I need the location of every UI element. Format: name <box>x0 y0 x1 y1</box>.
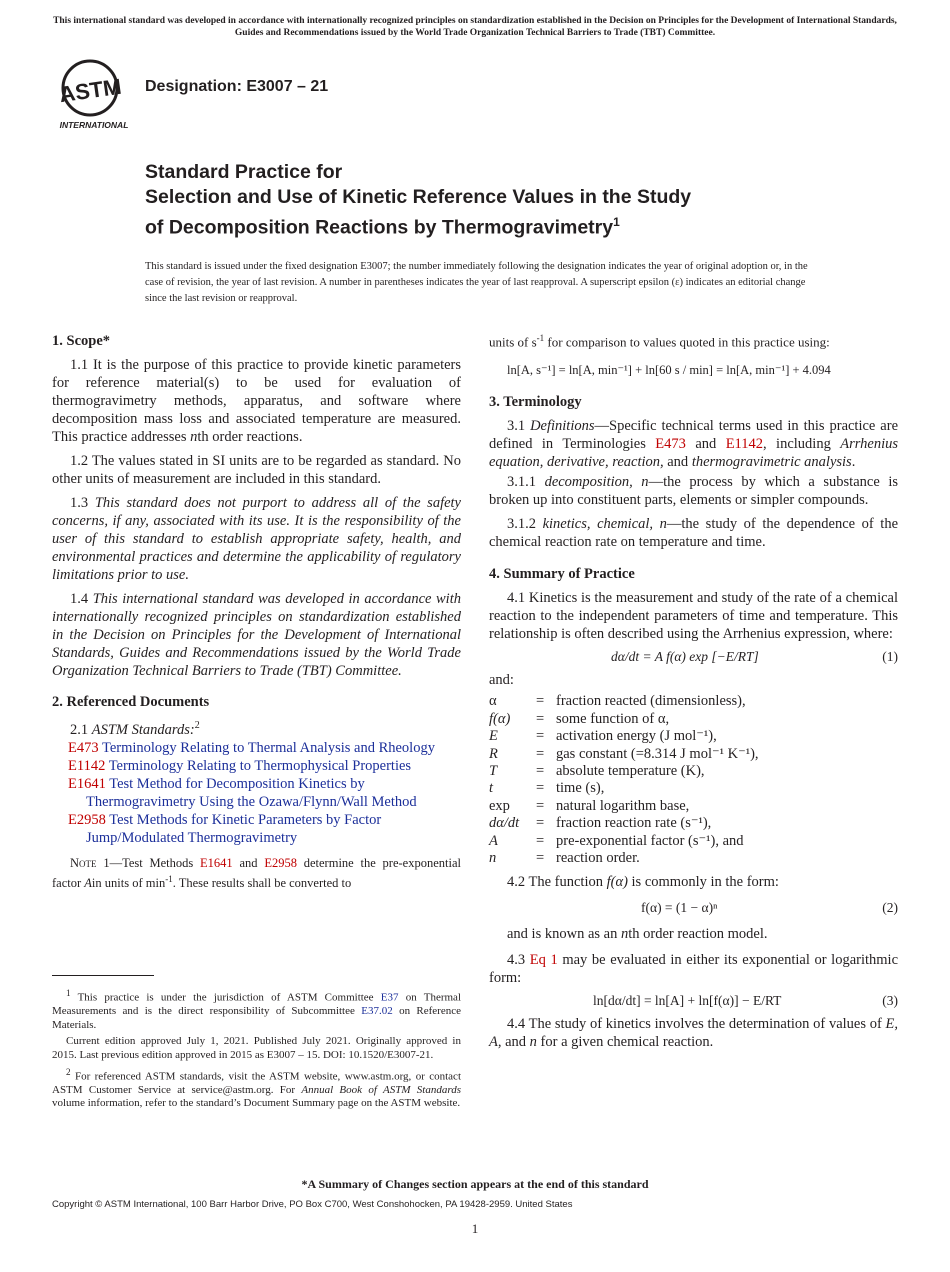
copyright: Copyright © ASTM International, 100 Barr Harbor Drive, PO Box C700, West Conshohocken, PA 19428-2959. United States <box>52 1199 573 1210</box>
page-number: 1 <box>471 1221 479 1236</box>
summary-of-changes-note: *A Summary of Changes section appears at the end of this standard <box>301 1177 649 1191</box>
designation: Designation: E3007 – 21 <box>145 78 329 95</box>
definition-row: T = absolute temperature (K), <box>489 762 705 779</box>
link-e1142[interactable]: E1142 <box>725 436 764 453</box>
paragraph-2-1: 2.1 ASTM Standards:$^2$ <box>70 720 200 738</box>
reference-e473[interactable]: E473 Terminology Relating to Thermal Analysis and Rheology <box>68 739 435 756</box>
footnote-edition: Current edition approved July 1, 2021. Published July 2021. Originally approved in 2015. Last previous edition approved in 2015 as E3007 – 15. DOI: 10.1520/E3007-21. <box>52 1035 461 1062</box>
section-heading-referenced-documents: 2. Referenced Documents <box>52 694 210 710</box>
definition-row: R = gas constant (=8.314 J mol⁻¹ K⁻¹), <box>489 745 759 762</box>
section-heading-scope: 1. Scope* <box>52 333 110 349</box>
footnote-rule <box>52 975 154 976</box>
intro-paragraph: This standard is issued under the fixed designation E3007; the number immediately following the designation indicates the year of original adoption or, in the case of revision, the year of last revision. A number in parentheses indicates the year of last reapproval. A superscript epsilon (ε) indicates an editorial change since the last revision or reapproval. <box>145 261 808 304</box>
equation-3: ln[dα/dt] = ln[A] + ln[f(α)] − E/RT (3) <box>593 993 898 1009</box>
link-e37[interactable]: E37 <box>380 991 399 1004</box>
link-e473[interactable]: E473 <box>655 436 686 453</box>
link-e37-02[interactable]: E37.02 <box>361 1005 393 1018</box>
paragraph-1-1: 1.1 It is the purpose of this practice to provide kinetic parameters for reference material(s) to be used for evaluation of thermogravimetry methods, apparatus, and software where decomposition mass loss and associated temperature are measured. This practice addresses nth order reactions. <box>52 357 461 445</box>
footnote-1: $^1$ This practice is under the jurisdiction of ASTM Committee E37 on Thermal Measurements and is the direct responsibility of Subcommittee E37.02 on Reference Materials. <box>52 988 461 1031</box>
paragraph-3-1-2: 3.1.2 kinetics, chemical, n—the study of the dependence of the chemical reaction rate on temperature and time. <box>489 516 899 551</box>
paragraph-4-2: 4.2 The function f(α) is commonly in the form: <box>507 874 779 891</box>
symbol-definitions <box>489 693 759 867</box>
paragraph-4-3: 4.3 Eq 1 may be evaluated in either its exponential or logarithmic form: <box>489 952 899 987</box>
and-label: and: <box>489 672 514 689</box>
link-e1641[interactable]: E1641 <box>200 855 233 870</box>
right-column <box>489 330 898 1051</box>
paragraph-3-1: 3.1 Definitions—Specific technical terms used in this practice are defined in Terminologies E473 and E1142, including Arrhenius equation, derivative, reaction, and thermogravimetric analysis. <box>489 418 899 471</box>
paragraph-4-2-continued: and is known as an nth order reaction model. <box>507 926 768 943</box>
paragraph-1-3: 1.3 This standard does not purport to address all of the safety concerns, if any, associated with its use. It is the responsibility of the user of this standard to establish appropriate safety, health, and environmental practices and determine the applicability of regulatory limitations prior to use. <box>52 495 461 583</box>
referenced-standards-list <box>52 739 461 847</box>
units-conversion-text: units of $s^{-1}$ for comparison to values quoted in this practice using: <box>489 333 830 350</box>
definition-row: n = reaction order. <box>489 849 640 866</box>
reference-e2958[interactable]: E2958 Test Methods for Kinetic Parameters by Factor Jump/Modulated Thermogravimetry <box>68 811 382 846</box>
reference-e1142[interactable]: E1142 Terminology Relating to Thermophysical Properties <box>68 757 412 774</box>
definition-row: α = fraction reacted (dimensionless), <box>489 693 746 710</box>
definition-row: exp = natural logarithm base, <box>489 797 690 814</box>
paragraph-3-1-1: 3.1.1 decomposition, n—the process by which a substance is broken up into constituent parts, elements or simpler compounds. <box>489 474 898 509</box>
section-heading-terminology: 3. Terminology <box>489 394 582 411</box>
link-eq-1[interactable]: Eq 1 <box>529 952 558 969</box>
svg-text:ASTM: ASTM <box>57 73 123 108</box>
paragraph-1-4: 1.4 This international standard was developed in accordance with internationally recognized principles on standardization established in the Decision on Principles for the Development of International Standards, Guides and Recommendations issued by the World Trade Organization Technical Barriers to Trade (TBT) Committee. <box>52 591 461 679</box>
left-column <box>52 332 461 891</box>
section-heading-summary: 4. Summary of Practice <box>489 566 635 583</box>
definition-row: E = activation energy (J mol⁻¹), <box>489 728 717 745</box>
definition-row: f(α) = some function of α, <box>489 710 670 727</box>
footnotes <box>52 987 461 1114</box>
astm-logo <box>52 56 136 132</box>
definition-row: A = pre-exponential factor (s⁻¹), and <box>489 832 744 849</box>
header-notice: This international standard was developed in accordance with internationally recognized principles on standardization established in the Decision on Principles for the Development of International Standards, Guides and Recommendations issued by the World Trade Organization Technical Barriers to Trade (TBT) Committee. <box>53 16 897 38</box>
equation-2: f(α) = (1 − α)ⁿ (2) <box>641 900 898 916</box>
link-e2958[interactable]: E2958 <box>264 855 297 870</box>
document-title: Standard Practice for Selection and Use of Kinetic Reference Values in the Study of Decomposition Reactions by Thermogravimetry$^1$ <box>145 161 692 239</box>
svg-text:INTERNATIONAL: INTERNATIONAL <box>59 120 129 130</box>
reference-e1641[interactable]: E1641 Test Method for Decomposition Kinetics by Thermogravimetry Using the Ozawa/Flynn/Wall Method <box>68 775 417 810</box>
definition-row: dα/dt = fraction reaction rate (s⁻¹), <box>489 815 712 832</box>
paragraph-4-4: 4.4 The study of kinetics involves the determination of values of E, A, and n for a given chemical reaction. <box>489 1016 898 1051</box>
footnote-2: $^2$ For referenced ASTM standards, visit the ASTM website, www.astm.org, or contact ASTM Customer Service at service@astm.org. For Annual Book of ASTM Standards volume information, refer to the standard’s Document Summary page on the ASTM website. <box>52 1066 461 1110</box>
paragraph-4-1: 4.1 Kinetics is the measurement and study of the rate of a chemical reaction to the independent parameters of time and temperature. This relationship is often described using the Arrhenius expression, where: <box>489 590 898 643</box>
equation-1: dα/dt = A f(α) exp [−E/RT] (1) <box>611 649 898 665</box>
paragraph-1-2: 1.2 The values stated in SI units are to be regarded as standard. No other units of measurement are included in this standard. <box>52 453 461 487</box>
conversion-equation: ln[A, s⁻¹] = ln[A, min⁻¹] + ln[60 s / min] = ln[A, min⁻¹] + 4.094 <box>507 363 831 378</box>
definition-row: t = time (s), <box>489 780 605 797</box>
note-1: Note 1—Test Methods E1641 and E2958 determine the pre-exponential factor Ain units of $\min^{-1}$. These results shall be converted to <box>52 855 461 890</box>
